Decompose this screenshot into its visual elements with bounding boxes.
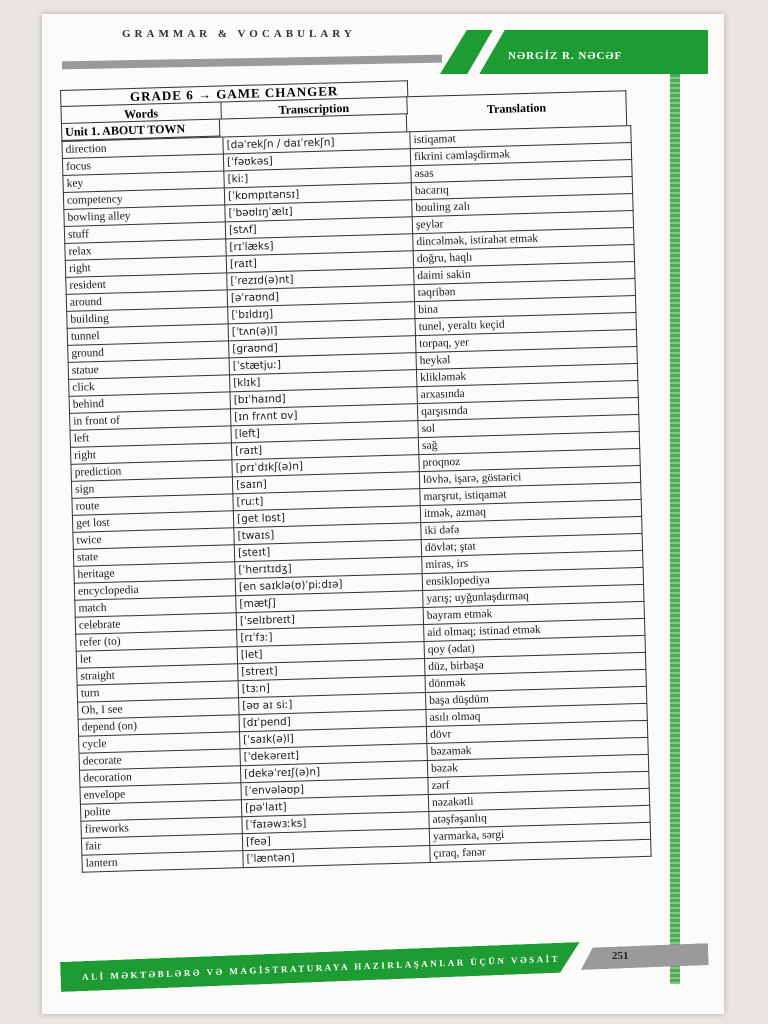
word-cell: right — [70, 443, 231, 464]
transcription-cell: [en saɪklə(ʊ)ˈpiːdɪə] — [235, 574, 422, 596]
translation-cell: marşrut, istiqamət — [420, 482, 641, 505]
word-cell: turn — [77, 681, 238, 702]
translation-cell: başa düşdüm — [425, 686, 646, 709]
transcription-cell: [pəˈlaɪt] — [241, 794, 428, 816]
word-cell: relax — [65, 239, 226, 260]
word-cell: resident — [66, 273, 227, 294]
word-cell: competency — [63, 188, 224, 209]
word-cell: right — [65, 256, 226, 277]
translation-cell: yarmarka, sərgi — [429, 822, 650, 845]
translation-cell: dövr — [426, 720, 647, 743]
translation-cell: sol — [418, 414, 639, 437]
section-header: GRAMMAR & VOCABULARY — [122, 28, 356, 40]
translation-cell: qarşısında — [417, 397, 638, 420]
transcription-cell: [klɪk] — [230, 370, 417, 392]
column-header-translation: Translation — [407, 90, 627, 114]
word-cell: key — [63, 171, 224, 192]
transcription-cell: [let] — [237, 642, 424, 664]
word-cell: encyclopedia — [74, 579, 235, 600]
transcription-cell: [kiː] — [224, 166, 411, 188]
transcription-cell: [əˈraʊnd] — [227, 285, 414, 307]
translation-cell: klikləmək — [416, 363, 637, 386]
translation-cell: arxasında — [417, 380, 638, 403]
transcription-cell: [get lɒst] — [233, 506, 420, 528]
word-cell: fair — [81, 834, 242, 855]
word-cell: click — [69, 375, 230, 396]
word-cell: stuff — [64, 222, 225, 243]
transcription-cell: [bɪˈhaɪnd] — [230, 387, 417, 409]
translation-cell: atəşfəşanlıq — [429, 805, 650, 828]
word-cell: ground — [68, 341, 229, 362]
transcription-cell: [dɪˈpend] — [239, 710, 426, 732]
word-cell: cycle — [79, 732, 240, 753]
transcription-cell: [ˈsaɪk(ə)l] — [239, 727, 426, 749]
translation-cell: asılı olmaq — [426, 703, 647, 726]
translation-cell: şeylər — [412, 211, 633, 234]
word-cell: sign — [71, 477, 232, 498]
translation-cell: bayram etmək — [423, 601, 644, 624]
page-edge-decoration — [670, 44, 680, 984]
translation-cell: iki dəfə — [421, 516, 642, 539]
word-cell: direction — [62, 137, 223, 158]
translation-cell: istiqamət — [410, 126, 631, 149]
transcription-cell: [ˈfəʊkəs] — [223, 149, 410, 171]
transcription-cell: [left] — [231, 421, 418, 443]
transcription-cell: [ˈtʌn(ə)l] — [228, 319, 415, 341]
translation-cell: əsas — [411, 160, 632, 183]
transcription-cell: [ˈenvələʊp] — [241, 777, 428, 799]
translation-cell: qoy (ədat) — [424, 635, 645, 658]
transcription-cell: [stʌf] — [225, 217, 412, 239]
word-cell: building — [67, 307, 228, 328]
translation-cell: çıraq, fənər — [430, 839, 651, 862]
word-cell: focus — [62, 154, 223, 175]
page-number: 251 — [612, 950, 629, 962]
translation-cell: aid olmaq; istinad etmək — [424, 618, 645, 641]
word-cell: get lost — [72, 511, 233, 532]
transcription-cell: [prɪˈdɪkʃ(ə)n] — [232, 455, 419, 477]
transcription-cell: [ˈstætjuː] — [229, 353, 416, 375]
transcription-cell: [ˈselɪbreɪt] — [236, 608, 423, 630]
transcription-cell: [ˈbəʊlɪŋˈælɪ] — [225, 200, 412, 222]
word-cell: envelope — [80, 783, 241, 804]
word-cell: let — [76, 647, 237, 668]
transcription-cell: [ˈdekəreɪt] — [240, 744, 427, 766]
vocabulary-table — [61, 125, 651, 873]
transcription-cell: [raɪt] — [226, 251, 413, 273]
translation-cell: dönmək — [425, 669, 646, 692]
vocabulary-sheet — [60, 74, 648, 872]
transcription-cell: [graʊnd] — [229, 336, 416, 358]
transcription-cell: [mætʃ] — [236, 591, 423, 613]
transcription-cell: [ruːt] — [233, 489, 420, 511]
word-cell: Oh, I see — [78, 698, 239, 719]
translation-cell: ensiklopediya — [422, 567, 643, 590]
transcription-cell: [dəˈrekʃn / daɪˈrekʃn] — [223, 132, 410, 154]
translation-cell: nəzakətli — [428, 788, 649, 811]
translation-cell: doğru, haqlı — [413, 245, 634, 268]
transcription-cell: [ˈfaɪəwɜːks] — [242, 811, 429, 833]
translation-cell: miras, irs — [422, 550, 643, 573]
word-cell: decoration — [80, 766, 241, 787]
transcription-cell: [ˈbɪldɪŋ] — [228, 302, 415, 324]
word-cell: polite — [80, 800, 241, 821]
column-header-transcription: Transcription — [221, 96, 407, 119]
word-cell: depend (on) — [78, 715, 239, 736]
translation-cell: daimi sakin — [414, 262, 635, 285]
table-title: GRADE 6 → GAME CHANGER — [60, 80, 408, 106]
word-cell: fireworks — [81, 817, 242, 838]
transcription-cell: [ˈlæntən] — [243, 845, 430, 867]
transcription-cell: [ˈherɪtɪdʒ] — [235, 557, 422, 579]
translation-cell: tunel, yeraltı keçid — [415, 313, 636, 336]
footer-text: ALİ MƏKTƏBLƏRƏ VƏ MAGİSTRATURAYA HAZIRLAŞANLAR ÜÇÜN VƏSAİT — [82, 953, 561, 982]
word-cell: match — [75, 596, 236, 617]
word-cell: statue — [68, 358, 229, 379]
translation-cell: bəzəmək — [427, 737, 648, 760]
word-cell: celebrate — [75, 613, 236, 634]
word-cell: left — [70, 426, 231, 447]
translation-cell: bina — [415, 296, 636, 319]
translation-cell: düz, birbaşa — [425, 652, 646, 675]
transcription-cell: [tɜːn] — [238, 676, 425, 698]
unit-title: Unit 1. ABOUT TOWN — [61, 120, 221, 141]
word-cell: behind — [69, 392, 230, 413]
transcription-cell: [saɪn] — [232, 472, 419, 494]
word-cell: twice — [73, 528, 234, 549]
translation-cell: sağ — [418, 431, 639, 454]
word-cell: tunnel — [67, 324, 228, 345]
word-cell: route — [72, 494, 233, 515]
translation-cell: təqribən — [414, 279, 635, 302]
word-cell: state — [73, 545, 234, 566]
transcription-cell: [əʊ aɪ siː] — [239, 693, 426, 715]
transcription-cell: [twaɪs] — [234, 523, 421, 545]
translation-cell: lövhə, işarə, göstərici — [419, 465, 640, 488]
column-header-words: Words — [60, 102, 221, 124]
translation-cell: heykəl — [416, 346, 637, 369]
translation-cell: bəzək — [427, 754, 648, 777]
word-cell: decorate — [79, 749, 240, 770]
transcription-cell: [ɪn frʌnt ɒv] — [230, 404, 417, 426]
word-cell: refer (to) — [76, 630, 237, 651]
translation-cell: bacarıq — [411, 177, 632, 200]
translation-cell: dövlət; ştat — [421, 533, 642, 556]
transcription-cell: [dekəˈreɪʃ(ə)n] — [240, 761, 427, 783]
transcription-cell: [raɪt] — [231, 438, 418, 460]
translation-cell: torpaq, yer — [415, 329, 636, 352]
word-cell: in front of — [70, 409, 231, 430]
word-cell: straight — [77, 664, 238, 685]
word-cell: heritage — [74, 562, 235, 583]
transcription-cell: [ˈkɒmpɪtənsɪ] — [224, 183, 411, 205]
author-name: NƏRGİZ R. NƏCƏF — [508, 50, 623, 62]
transcription-cell: [feə] — [242, 828, 429, 850]
word-cell: around — [66, 290, 227, 311]
transcription-cell: [rɪˈfɜː] — [237, 625, 424, 647]
translation-cell: dincəlmək, istirahət etmək — [413, 228, 634, 251]
word-cell: bowling alley — [64, 205, 225, 226]
translation-cell: proqnoz — [419, 448, 640, 471]
translation-cell: bouling zalı — [412, 194, 633, 217]
transcription-cell: [streɪt] — [238, 659, 425, 681]
translation-cell: yarış; uyğunlaşdırmaq — [423, 584, 644, 607]
translation-cell: zərf — [428, 771, 649, 794]
word-cell: prediction — [71, 460, 232, 481]
transcription-cell: [rɪˈlæks] — [226, 234, 413, 256]
transcription-cell: [ˈrezɪd(ə)nt] — [227, 268, 414, 290]
translation-cell: fikrini cəmləşdirmək — [410, 143, 631, 166]
transcription-cell: [steɪt] — [234, 540, 421, 562]
translation-cell: itmək, azmaq — [420, 499, 641, 522]
word-cell: lantern — [82, 851, 243, 872]
